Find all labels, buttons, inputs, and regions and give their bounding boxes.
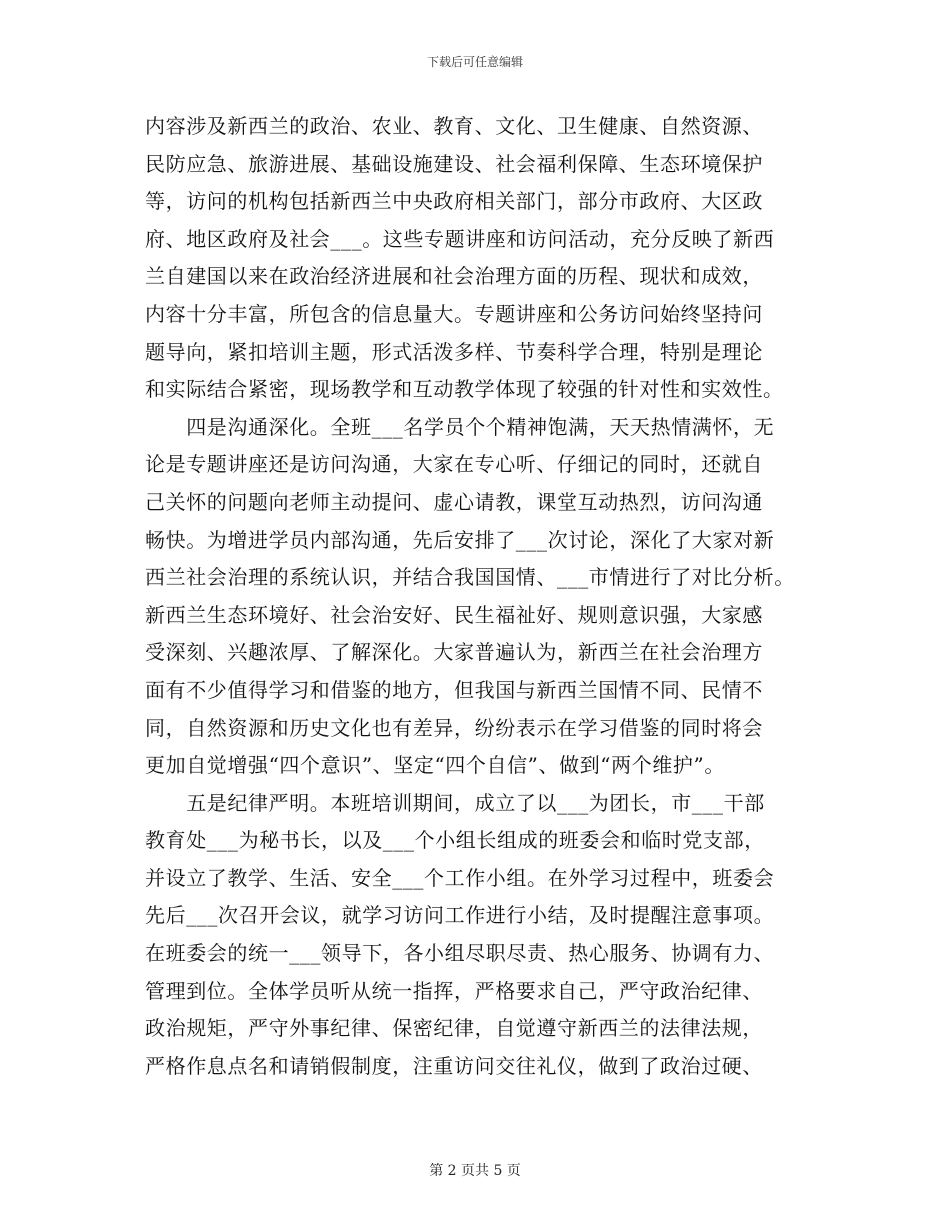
page-number: 第 2 页共 5 页 [429,1163,521,1179]
text-line: 内容涉及新西兰的政治、农业、教育、文化、卫生健康、自然资源、 [145,114,763,138]
text-line: 府、地区政府及社会___。这些专题讲座和访问活动，充分反映了新西 [145,226,775,251]
text-line: 受深刻、兴趣浓厚、了解深化。大家普遍认为，新西兰在社会治理方 [145,640,763,665]
text-line: 等，访问的机构包括新西兰中央政府相关部门，部分市政府、大区政 [145,189,763,214]
text-line: 在班委会的统一___领导下，各小组尽职尽责、热心服务、协调有力、 [145,941,775,966]
text-line: 内容十分丰富，所包含的信息量大。专题讲座和公务访问始终坚持问 [145,301,763,326]
text-line: 教育处___为秘书长，以及___个小组长组成的班委会和临时党支部， [145,828,765,853]
paragraph-start-line: 四是沟通深化。全班___名学员个个精神饱满，天天热情满怀，无 [145,414,775,439]
page-header-note: 下载后可任意编辑 [426,55,523,69]
text-line: 民防应急、旅游进展、基础设施建设、社会福利保障、生态环境保护 [145,151,763,176]
text-line: 管理到位。全体学员听从统一指挥，严格要求自己，严守政治纪律、 [145,978,763,1003]
text-line: 严格作息点名和请销假制度，注重访问交往礼仪，做到了政治过硬、 [145,1053,763,1078]
text-line: 题导向，紧扣培训主题，形式活泼多样、节奏科学合理，特别是理论 [145,339,763,364]
text-line: 兰自建国以来在政治经济进展和社会治理方面的历程、现状和成效， [145,264,763,289]
text-line: 面有不少值得学习和借鉴的地方，但我国与新西兰国情不同、民情不 [145,677,763,702]
text-line: 同，自然资源和历史文化也有差异，纷纷表示在学习借鉴的同时将会 [145,715,763,740]
text-line: 己关怀的问题向老师主动提问、虚心请教，课堂互动热烈，访问沟通 [145,489,763,514]
text-line: 先后___次召开会议，就学习访问工作进行小结，及时提醒注意事项。 [145,903,775,928]
paragraph-start-line: 五是纪律严明。本班培训期间，成立了以___为团长，市___干部 [145,790,765,815]
text-line: 政治规矩，严守外事纪律、保密纪律，自觉遵守新西兰的法律法规， [145,1016,763,1041]
text-line: 西兰社会治理的系统认识，并结合我国国情、___市情进行了对比分析。 [145,565,795,590]
text-line: 和实际结合紧密，现场教学和互动教学体现了较强的针对性和实效性。 [145,377,784,402]
document-body [145,108,815,1085]
text-line: 更加自觉增强“四个意识”、坚定“四个自信”、做到“两个维护”。 [145,753,725,778]
text-line: 畅快。为增进学员内部沟通，先后安排了___次讨论，深化了大家对新 [145,527,775,552]
text-line: 新西兰生态环境好、社会治安好、民生福祉好、规则意识强，大家感 [145,602,763,627]
text-line: 并设立了教学、生活、安全___个工作小组。在外学习过程中，班委会 [145,865,775,890]
text-line: 论是专题讲座还是访问沟通，大家在专心听、仔细记的同时，还就自 [145,452,763,477]
